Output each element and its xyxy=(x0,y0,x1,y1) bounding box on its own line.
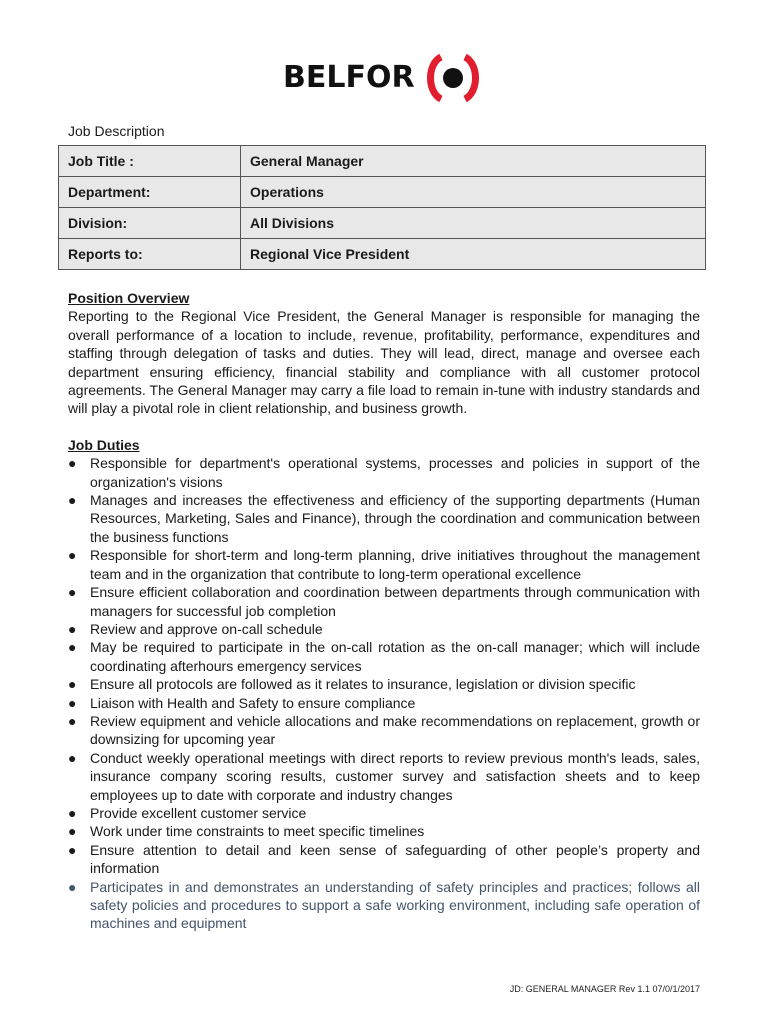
info-row xyxy=(59,208,706,239)
duty-item xyxy=(68,491,700,546)
duty-item xyxy=(68,878,700,933)
info-row xyxy=(59,177,706,208)
duty-item xyxy=(68,822,700,840)
duty-item xyxy=(68,694,700,712)
bullet-icon: ● xyxy=(68,749,77,766)
bullet-icon: ● xyxy=(68,547,77,564)
duty-text: Manages and increases the effectiveness and efficiency of the supporting departments (Human Resources, Marketing, Sales and Finance), through the coordination and communication between the business functions xyxy=(90,492,700,545)
duty-item xyxy=(68,638,700,675)
bullet-icon: ● xyxy=(68,620,77,637)
bullet-icon: ● xyxy=(68,823,77,840)
duty-item xyxy=(68,546,700,583)
duty-text: Provide excellent customer service xyxy=(90,804,307,821)
job-description-label: Job Description xyxy=(68,123,165,139)
duty-item xyxy=(68,712,700,749)
info-key: Division: xyxy=(59,208,241,239)
duty-item xyxy=(68,454,700,491)
info-key: Job Title : xyxy=(59,146,241,177)
logo-dot xyxy=(443,68,463,88)
duty-text: Liaison with Health and Safety to ensure compliance xyxy=(90,694,416,711)
bullet-icon: ● xyxy=(68,584,77,601)
spacer xyxy=(68,418,700,436)
info-key: Reports to: xyxy=(59,239,241,270)
duty-item xyxy=(68,841,700,878)
duty-item xyxy=(68,620,700,638)
job-duties-heading: Job Duties xyxy=(68,436,140,453)
info-row xyxy=(59,239,706,270)
info-row xyxy=(59,146,706,177)
duty-text: Participates in and demonstrates an understanding of safety principles and practices; follows all safety policies and procedures to support a safe working environment, including safe operation of machines and equipment xyxy=(90,878,700,932)
footer-revision: JD: GENERAL MANAGER Rev 1.1 07/0/1/2017 xyxy=(509,984,700,994)
duty-text: May be required to participate in the on-call rotation as the on-call manager; which will include coordinating afterhours emergency services xyxy=(90,639,700,674)
duty-item xyxy=(68,675,700,693)
info-value: Operations xyxy=(241,177,706,208)
bullet-icon: ● xyxy=(68,712,77,729)
bullet-icon: ● xyxy=(68,841,77,858)
position-overview-heading: Position Overview xyxy=(68,290,190,306)
logo-text: BELFOR xyxy=(283,60,415,95)
bullet-icon: ● xyxy=(68,639,77,656)
job-info-table xyxy=(58,145,706,270)
info-key: Department: xyxy=(59,177,241,208)
belfor-logo xyxy=(283,54,485,102)
duty-text: Work under time constraints to meet specific timelines xyxy=(90,823,425,840)
duty-item xyxy=(68,749,700,804)
position-overview-text: Reporting to the Regional Vice President, the General Manager is responsible for managing the overall performance of a location to include, revenue, profitability, performance, expenditures and staffing through delegation of tasks and duties. They will lead, direct, manage and oversee each department ensuring efficiency, financial stability and compliance with all customer protocol agreements. The General Manager may carry a file load to remain in-tune with industry standards and will play a pivotal role in client relationship, and business growth. xyxy=(68,308,700,417)
duty-text: Ensure all protocols are followed as it relates to insurance, legislation or division specific xyxy=(90,676,636,693)
bullet-icon: ● xyxy=(68,878,77,895)
info-value: General Manager xyxy=(241,146,706,177)
duty-text: Review and approve on-call schedule xyxy=(90,620,323,637)
bullet-icon: ● xyxy=(68,455,77,472)
main-content xyxy=(68,289,700,933)
bullet-icon: ● xyxy=(68,694,77,711)
logo-mark-icon xyxy=(421,54,485,102)
info-value: Regional Vice President xyxy=(241,239,706,270)
duty-text: Responsible for short-term and long-term planning, drive initiatives throughout the management team and in the organization that contribute to long-term operational excellence xyxy=(90,547,700,582)
logo-right-bracket xyxy=(465,57,476,99)
duty-text: Conduct weekly operational meetings with direct reports to review previous month's leads, sales, insurance company scoring results, customer survey and satisfaction sheets and to keep employees up to date with corporate and industry changes xyxy=(90,749,700,803)
duty-text: Ensure attention to detail and keen sense of safeguarding of other people’s property and information xyxy=(90,841,700,877)
bullet-icon: ● xyxy=(68,804,77,821)
info-value: All Divisions xyxy=(241,208,706,239)
logo-left-bracket xyxy=(430,57,441,99)
duty-item xyxy=(68,804,700,822)
bullet-icon: ● xyxy=(68,492,77,509)
bullet-icon: ● xyxy=(68,676,77,693)
job-duties-list xyxy=(68,454,700,933)
duty-text: Responsible for department's operational systems, processes and policies in support of the organization's visions xyxy=(90,455,700,490)
duty-text: Ensure efficient collaboration and coordination between departments through communication with managers for successful job completion xyxy=(90,584,700,619)
duty-item xyxy=(68,583,700,620)
duty-text: Review equipment and vehicle allocations and make recommendations on replacement, growth or downsizing for upcoming year xyxy=(90,712,700,748)
